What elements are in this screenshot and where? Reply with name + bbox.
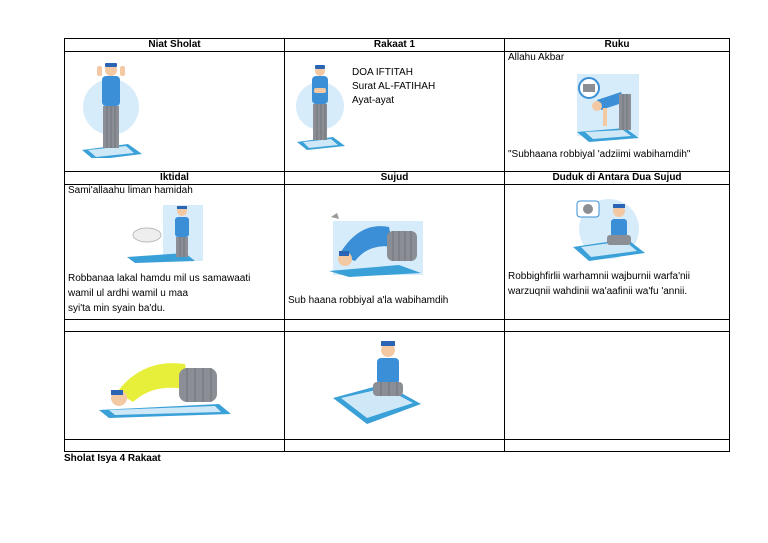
rakaat-line-1: DOA IFTITAH — [352, 67, 413, 78]
cell-ruku — [505, 52, 730, 172]
cell-duduk — [505, 185, 730, 320]
cell-empty — [505, 332, 730, 440]
spacer-row-1 — [65, 320, 730, 332]
iktidal-line-2: wamil ul ardhi wamil u maa — [68, 288, 189, 299]
cell-rakaat-1 — [285, 52, 505, 172]
rakaat-line-3: Ayat-ayat — [352, 95, 395, 106]
document — [64, 38, 729, 464]
header-row-1 — [65, 39, 730, 52]
ruku-bowing-illustration — [575, 72, 641, 142]
ruku-tasbih-text: "Subhaana robbiyal 'adziimi wabihamdih" — [508, 149, 691, 160]
ruku-takbir-text: Allahu Akbar — [508, 52, 565, 63]
sujud-yellow-illustration — [99, 354, 231, 418]
header-duduk: Duduk di Antara Dua Sujud — [505, 172, 730, 185]
row-3-content — [65, 332, 730, 440]
row-1-content — [65, 52, 730, 172]
header-ruku: Ruku — [505, 39, 730, 52]
row-2-content — [65, 185, 730, 320]
cell-iktidal — [65, 185, 285, 320]
iktidal-line-1: Robbanaa lakal hamdu mil us samawaati — [68, 273, 251, 284]
cell-duduk-akhir — [285, 332, 505, 440]
sujud-tasbih-text: Sub haana robbiyal a'la wabihamdih — [288, 295, 449, 306]
rakaat-line-2: Surat AL-FATIHAH — [352, 81, 436, 92]
cell-niat-sholat — [65, 52, 285, 172]
iktidal-top-text: Sami'allaahu liman hamidah — [68, 185, 193, 196]
duduk-line-1: Robbighfirlii warhamnii wajburnii warfa'nii — [508, 271, 690, 282]
iktidal-standing-illustration — [125, 205, 205, 263]
cell-sujud-yellow — [65, 332, 285, 440]
document-caption: Sholat Isya 4 Rakaat — [64, 453, 161, 464]
sitting-mat-illustration — [333, 340, 421, 428]
duduk-sitting-illustration — [571, 197, 647, 263]
header-rakaat-1: Rakaat 1 — [285, 39, 505, 52]
header-sujud: Sujud — [285, 172, 505, 185]
spacer-row-2 — [65, 440, 730, 452]
cell-sujud — [285, 185, 505, 320]
prayer-table — [64, 38, 730, 452]
sujud-prostration-illustration — [329, 213, 425, 277]
iktidal-line-3: syi'ta min syain ba'du. — [68, 303, 166, 314]
standing-takbir-illustration — [80, 62, 142, 158]
standing-qiyam-illustration — [295, 64, 345, 150]
header-iktidal: Iktidal — [65, 172, 285, 185]
duduk-line-2: warzuqnii wahdinii wa'aafinii wa'fu 'annii. — [508, 286, 688, 297]
header-niat-sholat: Niat Sholat — [65, 39, 285, 52]
